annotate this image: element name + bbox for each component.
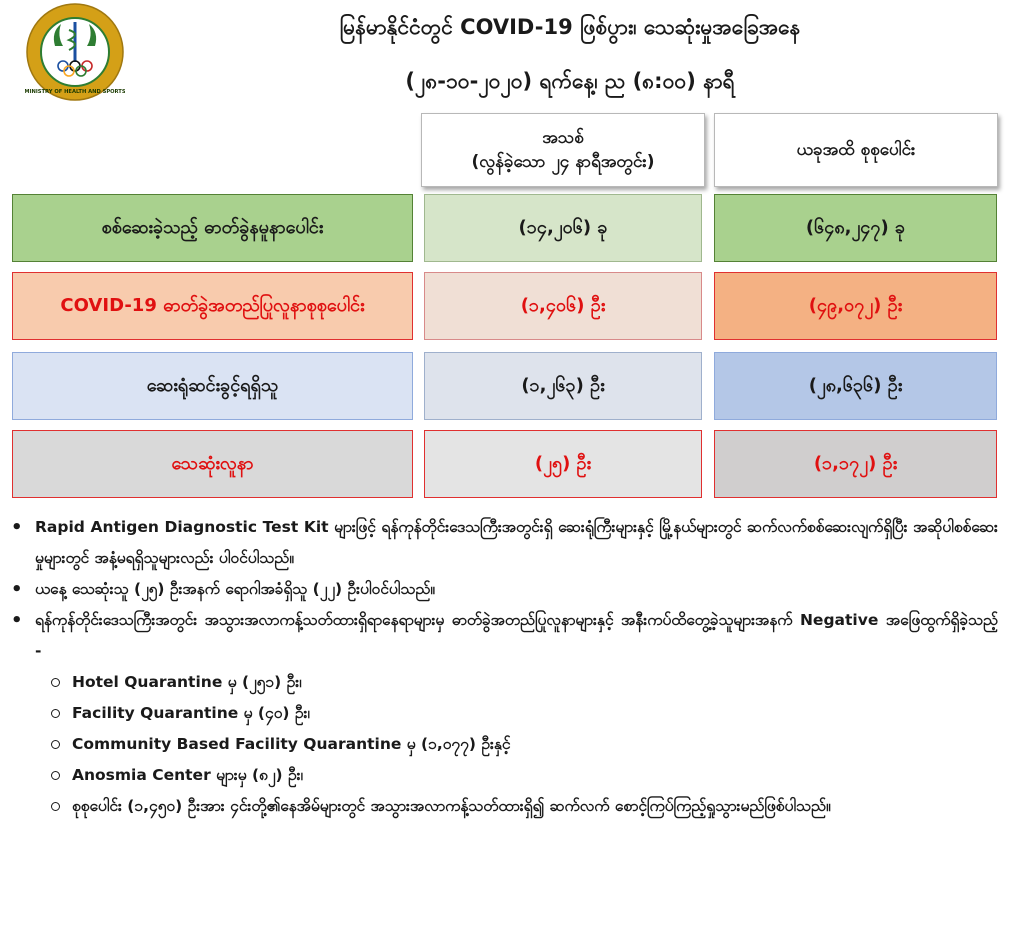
row-discharged-total: (၂၈,၆၃၆) ဦး bbox=[714, 352, 997, 420]
note-bullet-negative: • ရန်ကုန်တိုင်းဒေသကြီးအတွင်း အသွားအလာကန့်သတ်ထားရှိရာနေရာများမှ ဓာတ်ခွဲအတည်ပြုလူနာများနှင့် အနီးကပ်ထိတွေ့ခဲ့သူများအနက် Negative အဖြေထွက်ရှိခဲ့သည့် - bbox=[8, 605, 998, 667]
column-header-total bbox=[714, 113, 998, 187]
row-discharged-label: ဆေးရုံဆင်းခွင့်ရရှိသူ bbox=[12, 352, 413, 420]
row-tests-label: စစ်ဆေးခဲ့သည့် ဓာတ်ခွဲနမူနာပေါင်း bbox=[12, 194, 413, 262]
note-sub-facility: Facility Quarantine မှ (၄၀) ဦး၊ bbox=[8, 698, 998, 729]
row-deaths-label: သေဆုံးလူနာ bbox=[12, 430, 413, 498]
row-deaths-total: (၁,၁၇၂) ဦး bbox=[714, 430, 997, 498]
row-discharged-new: (၁,၂၆၃) ဦး bbox=[424, 352, 702, 420]
note-sub-total: စုစုပေါင်း (၁,၄၅၀) ဦးအား ၄င်းတို့၏နေအိမ်များတွင် အသွားအလာကန့်သတ်ထားရှိ၍ ဆက်လက် စောင့်ကြပ်ကြည့်ရှုသွားမည်ဖြစ်ပါသည်။ bbox=[8, 791, 998, 822]
ministry-logo bbox=[25, 2, 125, 102]
row-confirmed-total: (၄၉,၀၇၂) ဦး bbox=[714, 272, 997, 340]
note-bullet-rapid-test: • Rapid Antigen Diagnostic Test Kit များဖြင့် ရန်ကုန်တိုင်းဒေသကြီးအတွင်းရှိ ဆေးရုံကြီးများနှင့် မြို့နယ်များတွင် ဆက်လက်စစ်ဆေးလျက်ရှိပြီး အဆိုပါစစ်ဆေးမှုများတွင် အနံ့မရရှိသူများလည်း ပါဝင်ပါသည်။ bbox=[8, 512, 998, 574]
row-deaths-new: (၂၅) ဦး bbox=[424, 430, 702, 498]
logo-bottom-text: MINISTRY OF HEALTH AND SPORTS bbox=[25, 89, 125, 95]
notes-section bbox=[8, 512, 998, 822]
row-confirmed-label: COVID-19 ဓာတ်ခွဲအတည်ပြုလူနာစုစုပေါင်း bbox=[12, 272, 413, 340]
column-header-new-line2: (လွန်ခဲ့သော ၂၄ နာရီအတွင်း) bbox=[471, 152, 655, 172]
note-bullet-deaths: • ယနေ့ သေဆုံးသူ (၂၅) ဦးအနက် ရောဂါအခံရှိသူ (၂၂) ဦးပါဝင်ပါသည်။ bbox=[8, 574, 998, 605]
page-title: မြန်မာနိုင်ငံတွင် COVID-19 ဖြစ်ပွား၊ သေဆုံးမှုအခြေအနေ bbox=[339, 15, 801, 39]
note-sub-community: Community Based Facility Quarantine မှ (၁,၀၇၇) ဦးနှင့် bbox=[8, 729, 998, 760]
page-date: (၂၈-၁၀-၂၀၂၀) ရက်နေ့၊ ည (၈:၀၀) နာရီ bbox=[405, 69, 735, 93]
column-header-new bbox=[421, 113, 705, 187]
row-tests-total: (၆၄၈,၂၄၇) ခု bbox=[714, 194, 997, 262]
column-header-total-label: ယခုအထိ စုစုပေါင်း bbox=[796, 140, 916, 160]
note-sub-anosmia: Anosmia Center များမှ (၈၂) ဦး၊ bbox=[8, 760, 998, 791]
row-confirmed-new: (၁,၄၀၆) ဦး bbox=[424, 272, 702, 340]
row-tests-new: (၁၄,၂၀၆) ခု bbox=[424, 194, 702, 262]
column-header-new-line1: အသစ် bbox=[542, 128, 584, 148]
note-sub-hotel: Hotel Quarantine မှ (၂၅၁) ဦး၊ bbox=[8, 667, 998, 698]
